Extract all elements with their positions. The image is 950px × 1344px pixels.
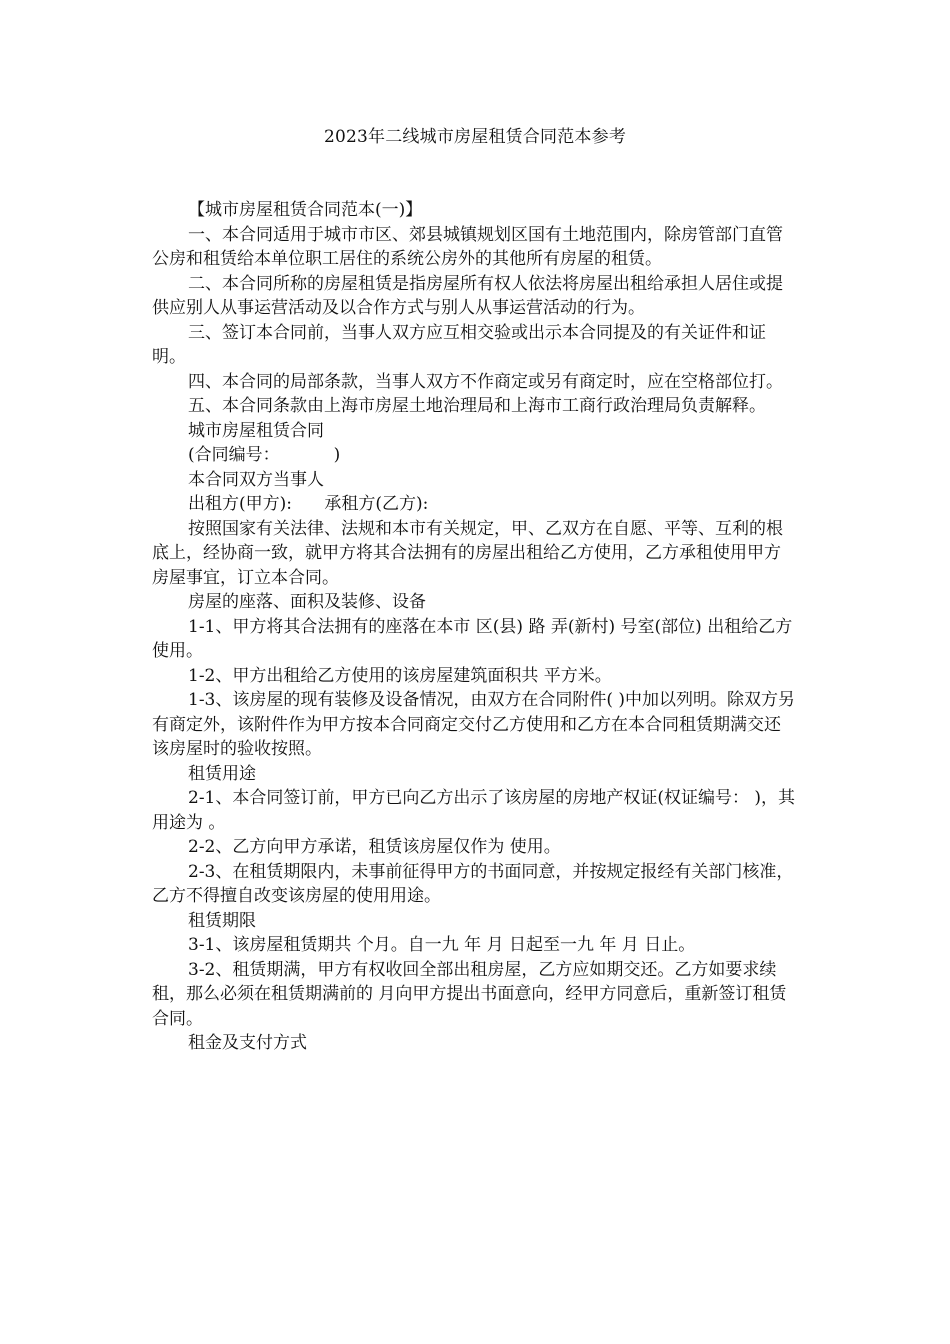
contract-number: (合同编号： ) xyxy=(188,445,341,465)
paragraph-clause-2: 二、本合同所称的房屋租赁是指房屋所有权人依法将房屋出租给承担人居住或提供应别人从事运营活动及以合作方式与别人从事运营活动的行为。 xyxy=(152,273,783,318)
paragraph-clause-3: 三、签订本合同前，当事人双方应互相交验或出示本合同提及的有关证件和证明。 xyxy=(152,322,766,367)
paragraph-clause-5: 五、本合同条款由上海市房屋土地治理局和上海市工商行政治理局负责解释。 xyxy=(188,396,766,416)
contract-title: 城市房屋租赁合同 xyxy=(188,420,324,441)
section-heading: 【城市房屋租赁合同范本(一)】 xyxy=(188,200,423,220)
document-body xyxy=(152,198,797,1056)
section-heading-rent: 租金及支付方式 xyxy=(188,1033,307,1053)
paragraph-2-1: 2-1、本合同签订前，甲方已向乙方出示了该房屋的房地产权证(权证编号： )，其用途为 。 xyxy=(152,788,796,833)
paragraph-3-1: 3-1、该房屋租赁期共 个月。自一九 年 月 日起至一九 年 月 日止。 xyxy=(188,935,696,955)
paragraph-1-2: 1-2、甲方出租给乙方使用的该房屋建筑面积共 平方米。 xyxy=(188,665,612,686)
paragraph-3-2: 3-2、租赁期满，甲方有权收回全部出租房屋，乙方应如期交还。乙方如要求续租，那么必须在租赁期满前的 月向甲方提出书面意向，经甲方同意后，重新签订租赁合同。 xyxy=(152,959,787,1029)
section-heading-location: 房屋的座落、面积及装修、设备 xyxy=(188,592,426,612)
paragraph-2-2: 2-2、乙方向甲方承诺，租赁该房屋仅作为 使用。 xyxy=(188,837,561,857)
paragraph-1-1: 1-1、甲方将其合法拥有的座落在本市 区(县) 路 弄(新村) 号室(部位) 出租给乙方使用。 xyxy=(152,616,793,661)
section-heading-term: 租赁期限 xyxy=(188,910,256,931)
preamble-paragraph: 按照国家有关法律、法规和本市有关规定，甲、乙双方在自愿、平等、互利的根底上，经协商一致，就甲方将其合法拥有的房屋出租给乙方使用，乙方承租使用甲方房屋事宜，订立本合同。 xyxy=(152,518,783,588)
paragraph-2-3: 2-3、在租赁期限内，未事前征得甲方的书面同意，并按规定报经有关部门核准，乙方不得擅自改变该房屋的使用用途。 xyxy=(152,861,794,906)
parties-heading: 本合同双方当事人 xyxy=(188,469,324,490)
document-title: 2023年二线城市房屋租赁合同范本参考 xyxy=(323,127,627,147)
parties-line: 出租方(甲方): 承租方(乙方): xyxy=(188,494,429,514)
paragraph-clause-1: 一、本合同适用于城市市区、郊县城镇规划区国有土地范围内，除房管部门直管公房和租赁给本单位职工居住的系统公房外的其他所有房屋的租赁。 xyxy=(152,224,783,269)
paragraph-1-3: 1-3、该房屋的现有装修及设备情况，由双方在合同附件( )中加以列明。除双方另有商定外，该附件作为甲方按本合同商定交付乙方使用和乙方在本合同租赁期满交还该房屋时的验收按照。 xyxy=(152,690,796,759)
paragraph-clause-4: 四、本合同的局部条款，当事人双方不作商定或另有商定时，应在空格部位打。 xyxy=(188,371,783,392)
section-heading-usage: 租赁用途 xyxy=(188,763,256,784)
